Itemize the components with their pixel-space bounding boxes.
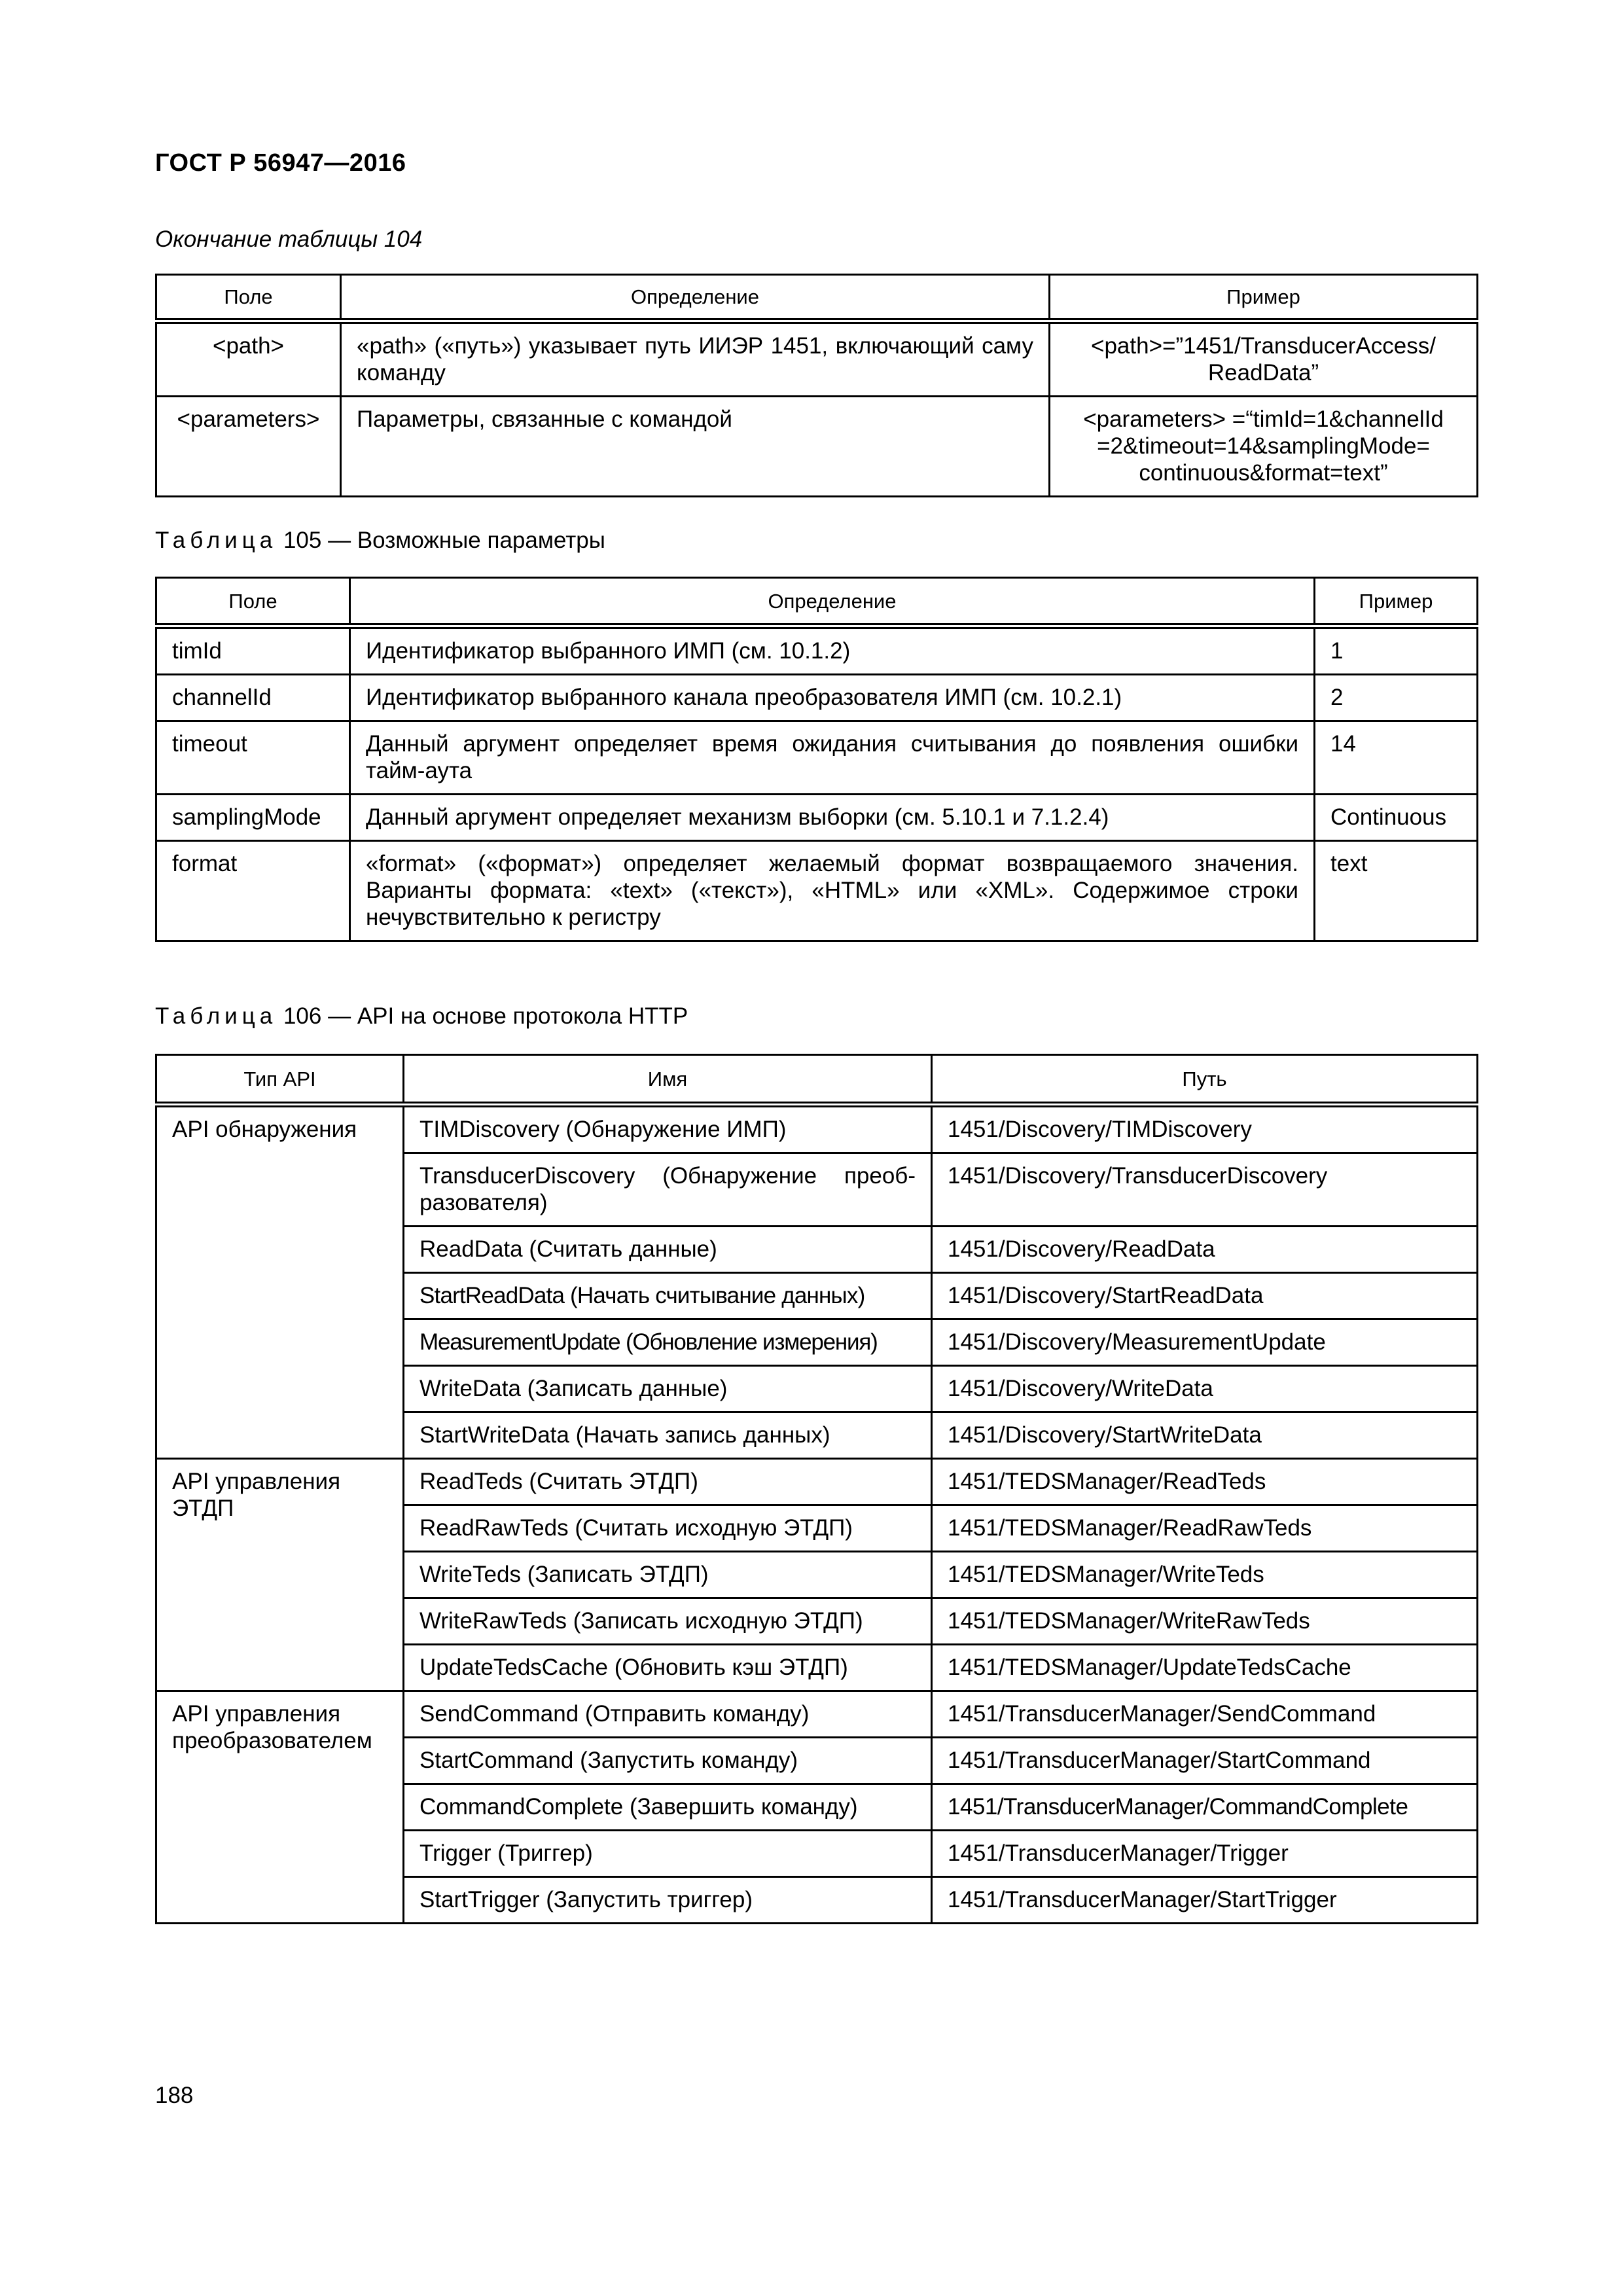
api-type-cell: API управления преобразователем <box>156 1691 404 1924</box>
table-row <box>156 1691 1478 1738</box>
api-path-cell: 1451/Discovery/MeasurementUpdate <box>932 1319 1478 1366</box>
table-105-caption <box>155 528 605 554</box>
table-row <box>156 1459 1478 1505</box>
column-header-field: Поле <box>156 275 341 321</box>
column-header-api-type: Тип API <box>156 1055 404 1105</box>
column-header-definition: Определение <box>350 578 1315 626</box>
field-cell: timId <box>156 626 350 675</box>
table-104-caption: Окончание таблицы 104 <box>155 226 423 252</box>
column-header-name: Имя <box>404 1055 932 1105</box>
api-name-cell: StartWriteData (Начать запись данных) <box>404 1412 932 1459</box>
api-name-cell: TIMDiscovery (Обнаружение ИМП) <box>404 1105 932 1153</box>
table-row <box>156 841 1478 941</box>
api-path-cell: 1451/Discovery/TIMDiscovery <box>932 1105 1478 1153</box>
example-cell: 2 <box>1315 675 1478 721</box>
table-106-caption <box>155 1003 688 1030</box>
definition-cell: Данный аргумент определяет время ожидания считывания до появления ошибки тайм-аута <box>350 721 1315 795</box>
example-cell: 14 <box>1315 721 1478 795</box>
api-path-cell: 1451/TEDSManager/ReadTeds <box>932 1459 1478 1505</box>
example-cell: 1 <box>1315 626 1478 675</box>
api-path-cell: 1451/Discovery/StartReadData <box>932 1273 1478 1319</box>
api-name-cell: StartCommand (Запустить команду) <box>404 1738 932 1784</box>
column-header-path: Путь <box>932 1055 1478 1105</box>
api-name-cell: MeasurementUpdate (Обновление измерения) <box>404 1319 932 1366</box>
api-path-cell: 1451/Discovery/StartWriteData <box>932 1412 1478 1459</box>
column-header-example: Пример <box>1315 578 1478 626</box>
field-cell: format <box>156 841 350 941</box>
table-104 <box>155 274 1478 497</box>
definition-cell: «format» («формат») определяет желаемый формат возвращаемого значения. Варианты формата: «text» («текст»), «HTML» или «XML». Содержимое строки нечувствительно к регистру <box>350 841 1315 941</box>
api-name-cell: ReadRawTeds (Считать исходную ЭТДП) <box>404 1505 932 1552</box>
api-name-cell: ReadData (Считать данные) <box>404 1227 932 1273</box>
table-row <box>156 795 1478 841</box>
api-path-cell: 1451/TransducerManager/StartTrigger <box>932 1877 1478 1924</box>
field-cell: <parameters> <box>156 397 341 497</box>
api-path-cell: 1451/TransducerManager/Trigger <box>932 1831 1478 1877</box>
table-row <box>156 721 1478 795</box>
api-path-cell: 1451/TransducerManager/StartCommand <box>932 1738 1478 1784</box>
table-105 <box>155 577 1478 942</box>
table-106 <box>155 1054 1478 1924</box>
table-row <box>156 626 1478 675</box>
api-path-cell: 1451/TEDSManager/UpdateTedsCache <box>932 1645 1478 1691</box>
table-label: Таблица <box>155 1003 277 1029</box>
table-title: 105 — Возможные параметры <box>283 528 605 553</box>
api-name-cell: ReadTeds (Считать ЭТДП) <box>404 1459 932 1505</box>
table-row <box>156 1105 1478 1153</box>
api-name-cell: StartReadData (Начать считывание данных) <box>404 1273 932 1319</box>
api-path-cell: 1451/Discovery/WriteData <box>932 1366 1478 1412</box>
api-path-cell: 1451/TransducerManager/SendCommand <box>932 1691 1478 1738</box>
api-name-cell: SendCommand (Отправить команду) <box>404 1691 932 1738</box>
example-cell: <path>=”1451/TransducerAccess/ ReadData” <box>1050 321 1478 397</box>
api-path-cell: 1451/Discovery/TransducerDiscovery <box>932 1153 1478 1227</box>
definition-cell: Данный аргумент определяет механизм выборки (см. 5.10.1 и 7.1.2.4) <box>350 795 1315 841</box>
api-path-cell: 1451/TEDSManager/WriteRawTeds <box>932 1598 1478 1645</box>
api-name-cell: WriteTeds (Записать ЭТДП) <box>404 1552 932 1598</box>
page-number: 188 <box>155 2083 194 2108</box>
api-path-cell: 1451/TEDSManager/ReadRawTeds <box>932 1505 1478 1552</box>
definition-cell: Параметры, связанные с командой <box>341 397 1050 497</box>
column-header-definition: Определение <box>341 275 1050 321</box>
table-label: Таблица <box>155 528 277 553</box>
api-name-cell: Trigger (Триггер) <box>404 1831 932 1877</box>
api-type-cell: API обнаружения <box>156 1105 404 1459</box>
field-cell: timeout <box>156 721 350 795</box>
column-header-example: Пример <box>1050 275 1478 321</box>
field-cell: <path> <box>156 321 341 397</box>
api-path-cell: 1451/TransducerManager/CommandComplete <box>932 1784 1478 1831</box>
api-name-cell: WriteData (Записать данные) <box>404 1366 932 1412</box>
api-name-cell: StartTrigger (Запустить триггер) <box>404 1877 932 1924</box>
api-type-cell: API управления ЭТДП <box>156 1459 404 1691</box>
table-row <box>156 397 1478 497</box>
example-cell: Continuous <box>1315 795 1478 841</box>
definition-cell: «path» («путь») указывает путь ИИЭР 1451, включающий саму команду <box>341 321 1050 397</box>
definition-cell: Идентификатор выбранного ИМП (см. 10.1.2) <box>350 626 1315 675</box>
api-name-cell: TransducerDiscovery (Обнаружение преоб-разователя) <box>404 1153 932 1227</box>
document-id: ГОСТ Р 56947—2016 <box>155 149 406 177</box>
example-cell: text <box>1315 841 1478 941</box>
column-header-field: Поле <box>156 578 350 626</box>
api-name-cell: CommandComplete (Завершить команду) <box>404 1784 932 1831</box>
definition-cell: Идентификатор выбранного канала преобразователя ИМП (см. 10.2.1) <box>350 675 1315 721</box>
api-path-cell: 1451/TEDSManager/WriteTeds <box>932 1552 1478 1598</box>
field-cell: samplingMode <box>156 795 350 841</box>
table-title: 106 — API на основе протокола HTTP <box>283 1003 688 1029</box>
example-cell: <parameters> =“timId=1&channelId =2&timeout=14&samplingMode= continuous&format=text” <box>1050 397 1478 497</box>
api-name-cell: WriteRawTeds (Записать исходную ЭТДП) <box>404 1598 932 1645</box>
table-row <box>156 321 1478 397</box>
field-cell: channelId <box>156 675 350 721</box>
api-name-cell: UpdateTedsCache (Обновить кэш ЭТДП) <box>404 1645 932 1691</box>
api-path-cell: 1451/Discovery/ReadData <box>932 1227 1478 1273</box>
table-row <box>156 675 1478 721</box>
